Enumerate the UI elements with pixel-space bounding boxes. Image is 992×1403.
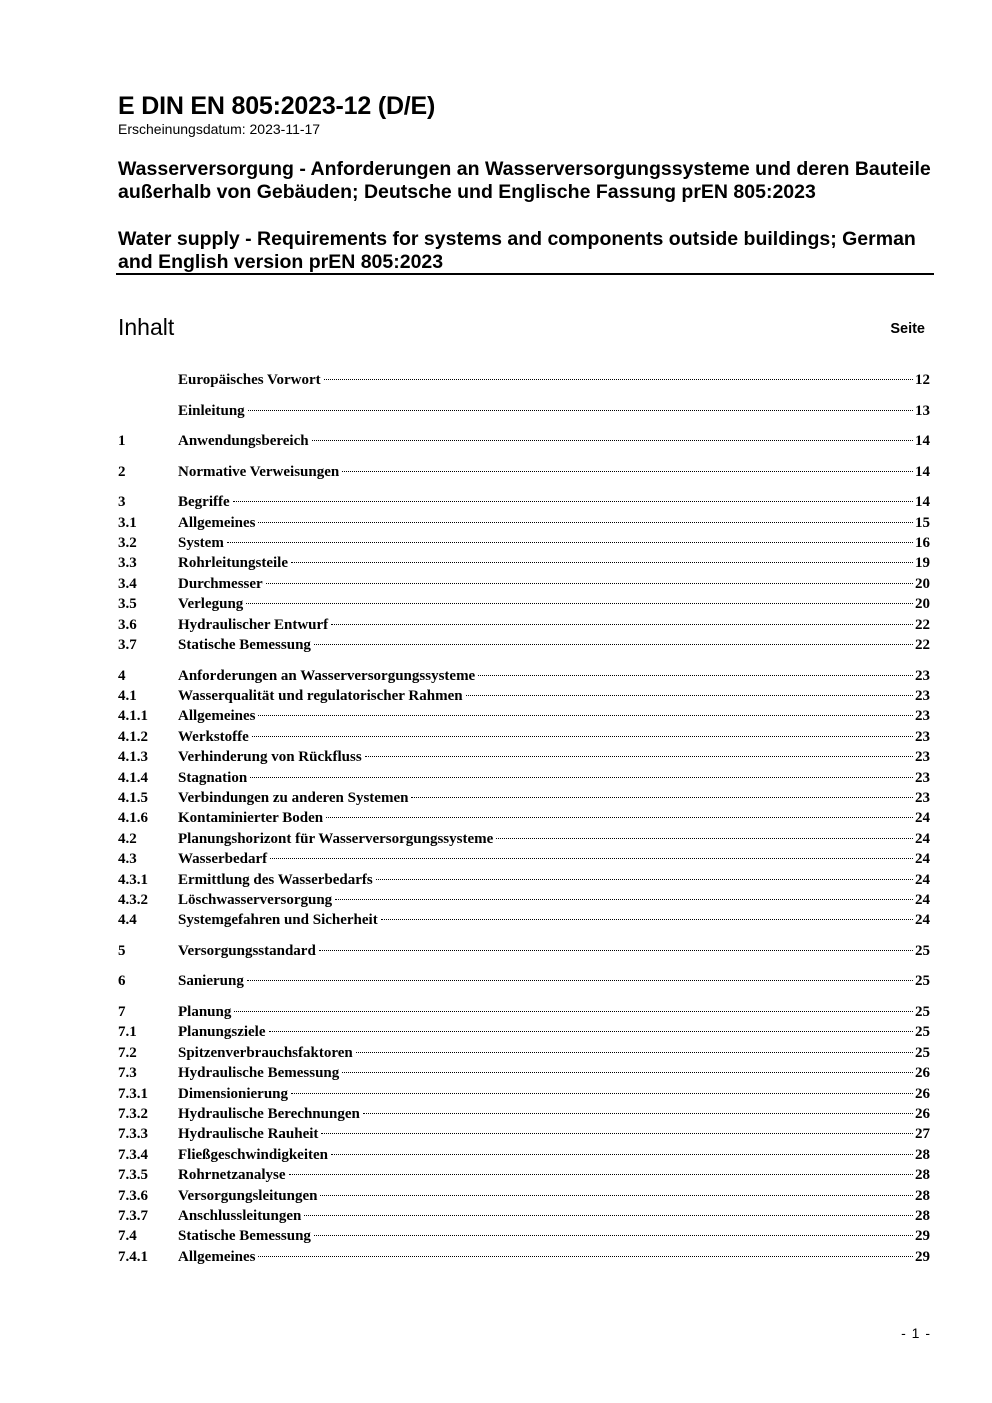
toc-leader-dots: [291, 1093, 913, 1094]
toc-entry-title: Rohrleitungsteile: [178, 555, 288, 572]
toc-entry-title: Hydraulische Bemessung: [178, 1065, 340, 1082]
toc-entry-number: 5: [118, 942, 126, 959]
toc-page-column-label: Seite: [890, 321, 925, 337]
toc-entry-number: 7.3.7: [118, 1207, 148, 1224]
toc-leader-dots: [314, 644, 913, 645]
toc-entry[interactable]: [118, 1043, 930, 1063]
toc-entry-title: Durchmesser: [178, 575, 263, 592]
toc-entry-title: Wasserbedarf: [178, 851, 268, 868]
toc-entry-page: 25: [915, 1044, 930, 1061]
title-english: Water supply - Requirements for systems and components outside buildings; German and English version prEN 805:2023: [118, 228, 916, 273]
toc-entry-title: Allgemeines: [178, 1248, 256, 1265]
toc-entry[interactable]: [118, 747, 930, 767]
toc-leader-dots: [247, 980, 913, 981]
toc-entry-title: Europäisches Vorwort: [178, 372, 321, 388]
toc-entry-number: 7.3.2: [118, 1106, 148, 1122]
toc-entry-title: Normative Verweisungen: [178, 463, 340, 480]
toc-entry-page: 23: [915, 749, 930, 766]
toc-entry-page: 23: [915, 728, 930, 745]
toc-leader-dots: [289, 1174, 914, 1175]
toc-entry-title: Rohrnetzanalyse: [178, 1167, 286, 1184]
toc-entry[interactable]: [118, 370, 930, 390]
toc-entry-number: 3.6: [118, 616, 137, 633]
toc-entry[interactable]: [118, 553, 930, 573]
toc-leader-dots: [246, 603, 913, 604]
toc-entry[interactable]: [118, 808, 930, 828]
toc-entry-number: 3.7: [118, 637, 137, 654]
toc-entry-page: 20: [915, 596, 930, 613]
toc-entry-number: 3.2: [118, 535, 137, 552]
toc-entry-page: 23: [915, 769, 930, 786]
toc-entry[interactable]: [118, 513, 930, 533]
toc-entry[interactable]: [118, 492, 930, 512]
toc-entry-number: 3.3: [118, 555, 137, 572]
toc-entry-number: 4.1.4: [118, 769, 148, 786]
toc-entry[interactable]: [118, 1084, 930, 1104]
toc-entry-title: Wasserqualität und regulatorischer Rahmen: [178, 688, 463, 705]
toc-entry[interactable]: [118, 533, 930, 553]
toc-entry-page: 22: [915, 637, 930, 654]
toc-entry-page: 28: [915, 1167, 930, 1184]
toc-leader-dots: [248, 410, 913, 411]
toc-leader-dots: [363, 1113, 913, 1114]
toc-entry-number: 3: [118, 494, 126, 511]
toc-entry[interactable]: [118, 768, 930, 788]
toc-entry-page: 25: [915, 973, 930, 990]
toc-entry-title: Systemgefahren und Sicherheit: [178, 912, 378, 929]
toc-entry-page: 14: [915, 463, 930, 480]
toc-entry[interactable]: [118, 1022, 930, 1042]
toc-leader-dots: [234, 1011, 913, 1012]
toc-entry-page: 25: [915, 942, 930, 959]
toc-entry-page: 14: [915, 494, 930, 511]
title-divider: [116, 273, 934, 275]
toc-leader-dots: [381, 919, 913, 920]
toc-entry-title: Spitzenverbrauchsfaktoren: [178, 1044, 353, 1061]
toc-entry[interactable]: [118, 1063, 930, 1083]
toc-entry[interactable]: [118, 706, 930, 726]
toc-entry-title: Allgemeines: [178, 708, 256, 725]
toc-entry-title: Planung: [178, 1004, 232, 1021]
toc-entry-title: System: [178, 535, 224, 552]
toc-leader-dots: [319, 950, 913, 951]
toc-entry-page: 27: [915, 1126, 930, 1143]
toc-entry-title: Verbindungen zu anderen Systemen: [178, 789, 409, 806]
toc-entry[interactable]: [118, 1165, 930, 1185]
toc-entry[interactable]: [118, 1124, 930, 1144]
toc-entry-title: Hydraulische Berechnungen: [178, 1106, 360, 1122]
toc-entry-page: 24: [915, 810, 930, 827]
toc-leader-dots: [411, 797, 913, 798]
toc-entry-page: 12: [915, 372, 930, 388]
toc-entry-number: 4.1.1: [118, 708, 148, 725]
toc-entry-page: 23: [915, 688, 930, 705]
toc-entry[interactable]: [118, 1186, 930, 1206]
toc-leader-dots: [252, 736, 913, 737]
toc-entry-number: 7.3.1: [118, 1085, 148, 1102]
toc-entry[interactable]: [118, 686, 930, 706]
toc-heading: Inhalt: [118, 314, 175, 340]
toc-leader-dots: [266, 583, 913, 584]
toc-entry-title: Verhinderung von Rückfluss: [178, 749, 362, 766]
toc-leader-dots: [326, 817, 913, 818]
toc-entry-number: 7.3.4: [118, 1146, 148, 1163]
toc-entry[interactable]: [118, 635, 930, 655]
toc-entry-page: 24: [915, 891, 930, 908]
toc-entry-title: Planungsziele: [178, 1024, 266, 1041]
toc-entry[interactable]: [118, 666, 930, 686]
toc-leader-dots: [250, 777, 913, 778]
toc-entry-number: 4.1.6: [118, 810, 148, 827]
toc-entry[interactable]: [118, 615, 930, 635]
toc-entry-number: 4.1.3: [118, 749, 148, 766]
toc-entry-page: 24: [915, 851, 930, 868]
toc-leader-dots: [270, 858, 913, 859]
toc-entry[interactable]: [118, 1206, 930, 1226]
toc-entry-title: Werkstoffe: [178, 728, 249, 745]
toc-leader-dots: [496, 838, 913, 839]
toc-entry-page: 22: [915, 616, 930, 633]
toc-entry-number: 7.3.3: [118, 1126, 148, 1143]
toc-entry[interactable]: [118, 870, 930, 890]
toc-leader-dots: [233, 501, 913, 502]
toc-leader-dots: [376, 879, 913, 880]
toc-entry[interactable]: [118, 788, 930, 808]
toc-entry-number: 7.1: [118, 1024, 137, 1041]
toc-entry-title: Planungshorizont für Wasserversorgungssysteme: [178, 830, 494, 847]
toc-entry[interactable]: [118, 1226, 930, 1246]
toc-leader-dots: [312, 440, 913, 441]
toc-entry-title: Fließgeschwindigkeiten: [178, 1146, 329, 1163]
toc-entry-page: 14: [915, 433, 930, 450]
toc-leader-dots: [320, 1195, 913, 1196]
toc-entry-page: 24: [915, 871, 930, 888]
toc-entry-number: 3.1: [118, 514, 137, 531]
toc-entry-title: Hydraulischer Entwurf: [178, 616, 329, 633]
toc-entry-title: Begriffe: [178, 494, 230, 511]
toc-leader-dots: [331, 1154, 913, 1155]
toc-entry-page: 24: [915, 912, 930, 929]
toc-leader-dots: [314, 1235, 913, 1236]
toc-entry-number: 4.1.5: [118, 789, 148, 806]
toc-leader-dots: [331, 624, 913, 625]
toc-entry[interactable]: [118, 941, 930, 961]
toc-entry-number: 4.1: [118, 688, 137, 705]
toc-entry-number: 4.1.2: [118, 728, 148, 745]
toc-entry[interactable]: [118, 849, 930, 869]
toc-entry-page: 15: [915, 514, 930, 531]
toc-entry-title: Kontaminierter Boden: [178, 810, 324, 827]
toc-entry-page: 28: [915, 1187, 930, 1204]
publication-date: Erscheinungsdatum: 2023-11-17: [118, 121, 321, 137]
toc-entry-title: Hydraulische Rauheit: [178, 1126, 319, 1143]
toc-leader-dots: [356, 1052, 913, 1053]
toc-entry-number: 4.3.1: [118, 871, 148, 888]
toc-leader-dots: [342, 471, 913, 472]
toc-entry-page: 23: [915, 667, 930, 684]
toc-entry-number: 4.3.2: [118, 891, 148, 908]
toc-entry-page: 23: [915, 708, 930, 725]
table-of-contents: [118, 370, 930, 1267]
toc-entry-number: 6: [118, 973, 126, 990]
toc-entry-number: 3.4: [118, 575, 137, 592]
toc-entry-title: Allgemeines: [178, 514, 256, 531]
toc-entry-title: Versorgungsstandard: [178, 942, 316, 959]
toc-entry-number: 4: [118, 667, 126, 684]
toc-leader-dots: [324, 379, 913, 380]
toc-leader-dots: [478, 675, 913, 676]
toc-leader-dots: [304, 1215, 913, 1216]
toc-entry-number: 7.4: [118, 1228, 137, 1245]
toc-entry[interactable]: [118, 462, 930, 482]
toc-entry-title: Anschlussleitungen: [178, 1207, 302, 1224]
toc-entry-page: 13: [915, 402, 930, 419]
toc-entry-title: Anforderungen an Wasserversorgungssysteme: [178, 667, 476, 684]
toc-entry-title: Dimensionierung: [178, 1085, 289, 1102]
toc-entry-number: 7: [118, 1004, 126, 1021]
toc-entry-page: 26: [915, 1085, 930, 1102]
toc-leader-dots: [227, 542, 913, 543]
toc-entry-number: 7.2: [118, 1044, 137, 1061]
toc-entry-title: Statische Bemessung: [178, 637, 311, 654]
toc-leader-dots: [321, 1133, 913, 1134]
toc-entry-page: 25: [915, 1004, 930, 1021]
toc-leader-dots: [258, 1256, 913, 1257]
toc-entry[interactable]: [118, 890, 930, 910]
toc-entry[interactable]: [118, 829, 930, 849]
toc-leader-dots: [342, 1072, 913, 1073]
toc-entry-title: Verlegung: [178, 596, 244, 613]
toc-entry-number: 2: [118, 463, 126, 480]
toc-entry-number: 1: [118, 433, 126, 450]
footer-page-number: - 1 -: [901, 1325, 931, 1341]
toc-entry-title: Sanierung: [178, 973, 244, 990]
toc-leader-dots: [269, 1031, 913, 1032]
toc-leader-dots: [258, 522, 913, 523]
toc-entry-page: 16: [915, 535, 930, 552]
toc-entry-page: 26: [915, 1106, 930, 1122]
toc-entry-number: 4.4: [118, 912, 137, 929]
toc-entry[interactable]: [118, 1145, 930, 1165]
toc-entry-page: 28: [915, 1146, 930, 1163]
toc-entry-title: Statische Bemessung: [178, 1228, 311, 1245]
toc-leader-dots: [335, 899, 913, 900]
toc-entry-number: 4.2: [118, 830, 137, 847]
toc-entry-page: 29: [915, 1228, 930, 1245]
toc-entry[interactable]: [118, 910, 930, 930]
toc-entry-title: Einleitung: [178, 402, 245, 419]
toc-entry-page: 29: [915, 1248, 930, 1265]
toc-leader-dots: [365, 756, 913, 757]
toc-entry[interactable]: [118, 594, 930, 614]
toc-leader-dots: [291, 562, 913, 563]
toc-entry-page: 20: [915, 575, 930, 592]
toc-entry-page: 19: [915, 555, 930, 572]
toc-entry-page: 26: [915, 1065, 930, 1082]
toc-entry-title: Ermittlung des Wasserbedarfs: [178, 871, 373, 888]
toc-entry[interactable]: [118, 1002, 930, 1022]
toc-entry-title: Anwendungsbereich: [178, 433, 309, 450]
toc-entry[interactable]: [118, 574, 930, 594]
toc-entry[interactable]: [118, 727, 930, 747]
toc-entry[interactable]: [118, 1247, 930, 1267]
toc-entry-page: 23: [915, 789, 930, 806]
toc-entry-page: 25: [915, 1024, 930, 1041]
toc-entry[interactable]: [118, 431, 930, 451]
toc-entry-page: 24: [915, 830, 930, 847]
toc-entry-title: Löschwasserversorgung: [178, 891, 333, 908]
toc-entry-title: Stagnation: [178, 769, 248, 786]
toc-entry-title: Versorgungsleitungen: [178, 1187, 318, 1204]
toc-entry-number: 7.4.1: [118, 1248, 148, 1265]
toc-entry-number: 3.5: [118, 596, 137, 613]
toc-leader-dots: [466, 695, 913, 696]
toc-entry-number: 4.3: [118, 851, 137, 868]
toc-entry[interactable]: [118, 1104, 930, 1124]
title-german: Wasserversorgung - Anforderungen an Wasserversorgungssysteme und deren Bauteile außerhalb von Gebäuden; Deutsche und Englische Fassung prEN 805:2023: [118, 158, 931, 203]
toc-entry-number: 7.3: [118, 1065, 137, 1082]
toc-entry-number: 7.3.6: [118, 1187, 148, 1204]
toc-entry[interactable]: [118, 971, 930, 991]
document-id: E DIN EN 805:2023-12 (D/E): [118, 92, 436, 120]
toc-leader-dots: [258, 715, 913, 716]
toc-entry-page: 28: [915, 1207, 930, 1224]
toc-entry[interactable]: [118, 401, 930, 421]
toc-entry-number: 7.3.5: [118, 1167, 148, 1184]
